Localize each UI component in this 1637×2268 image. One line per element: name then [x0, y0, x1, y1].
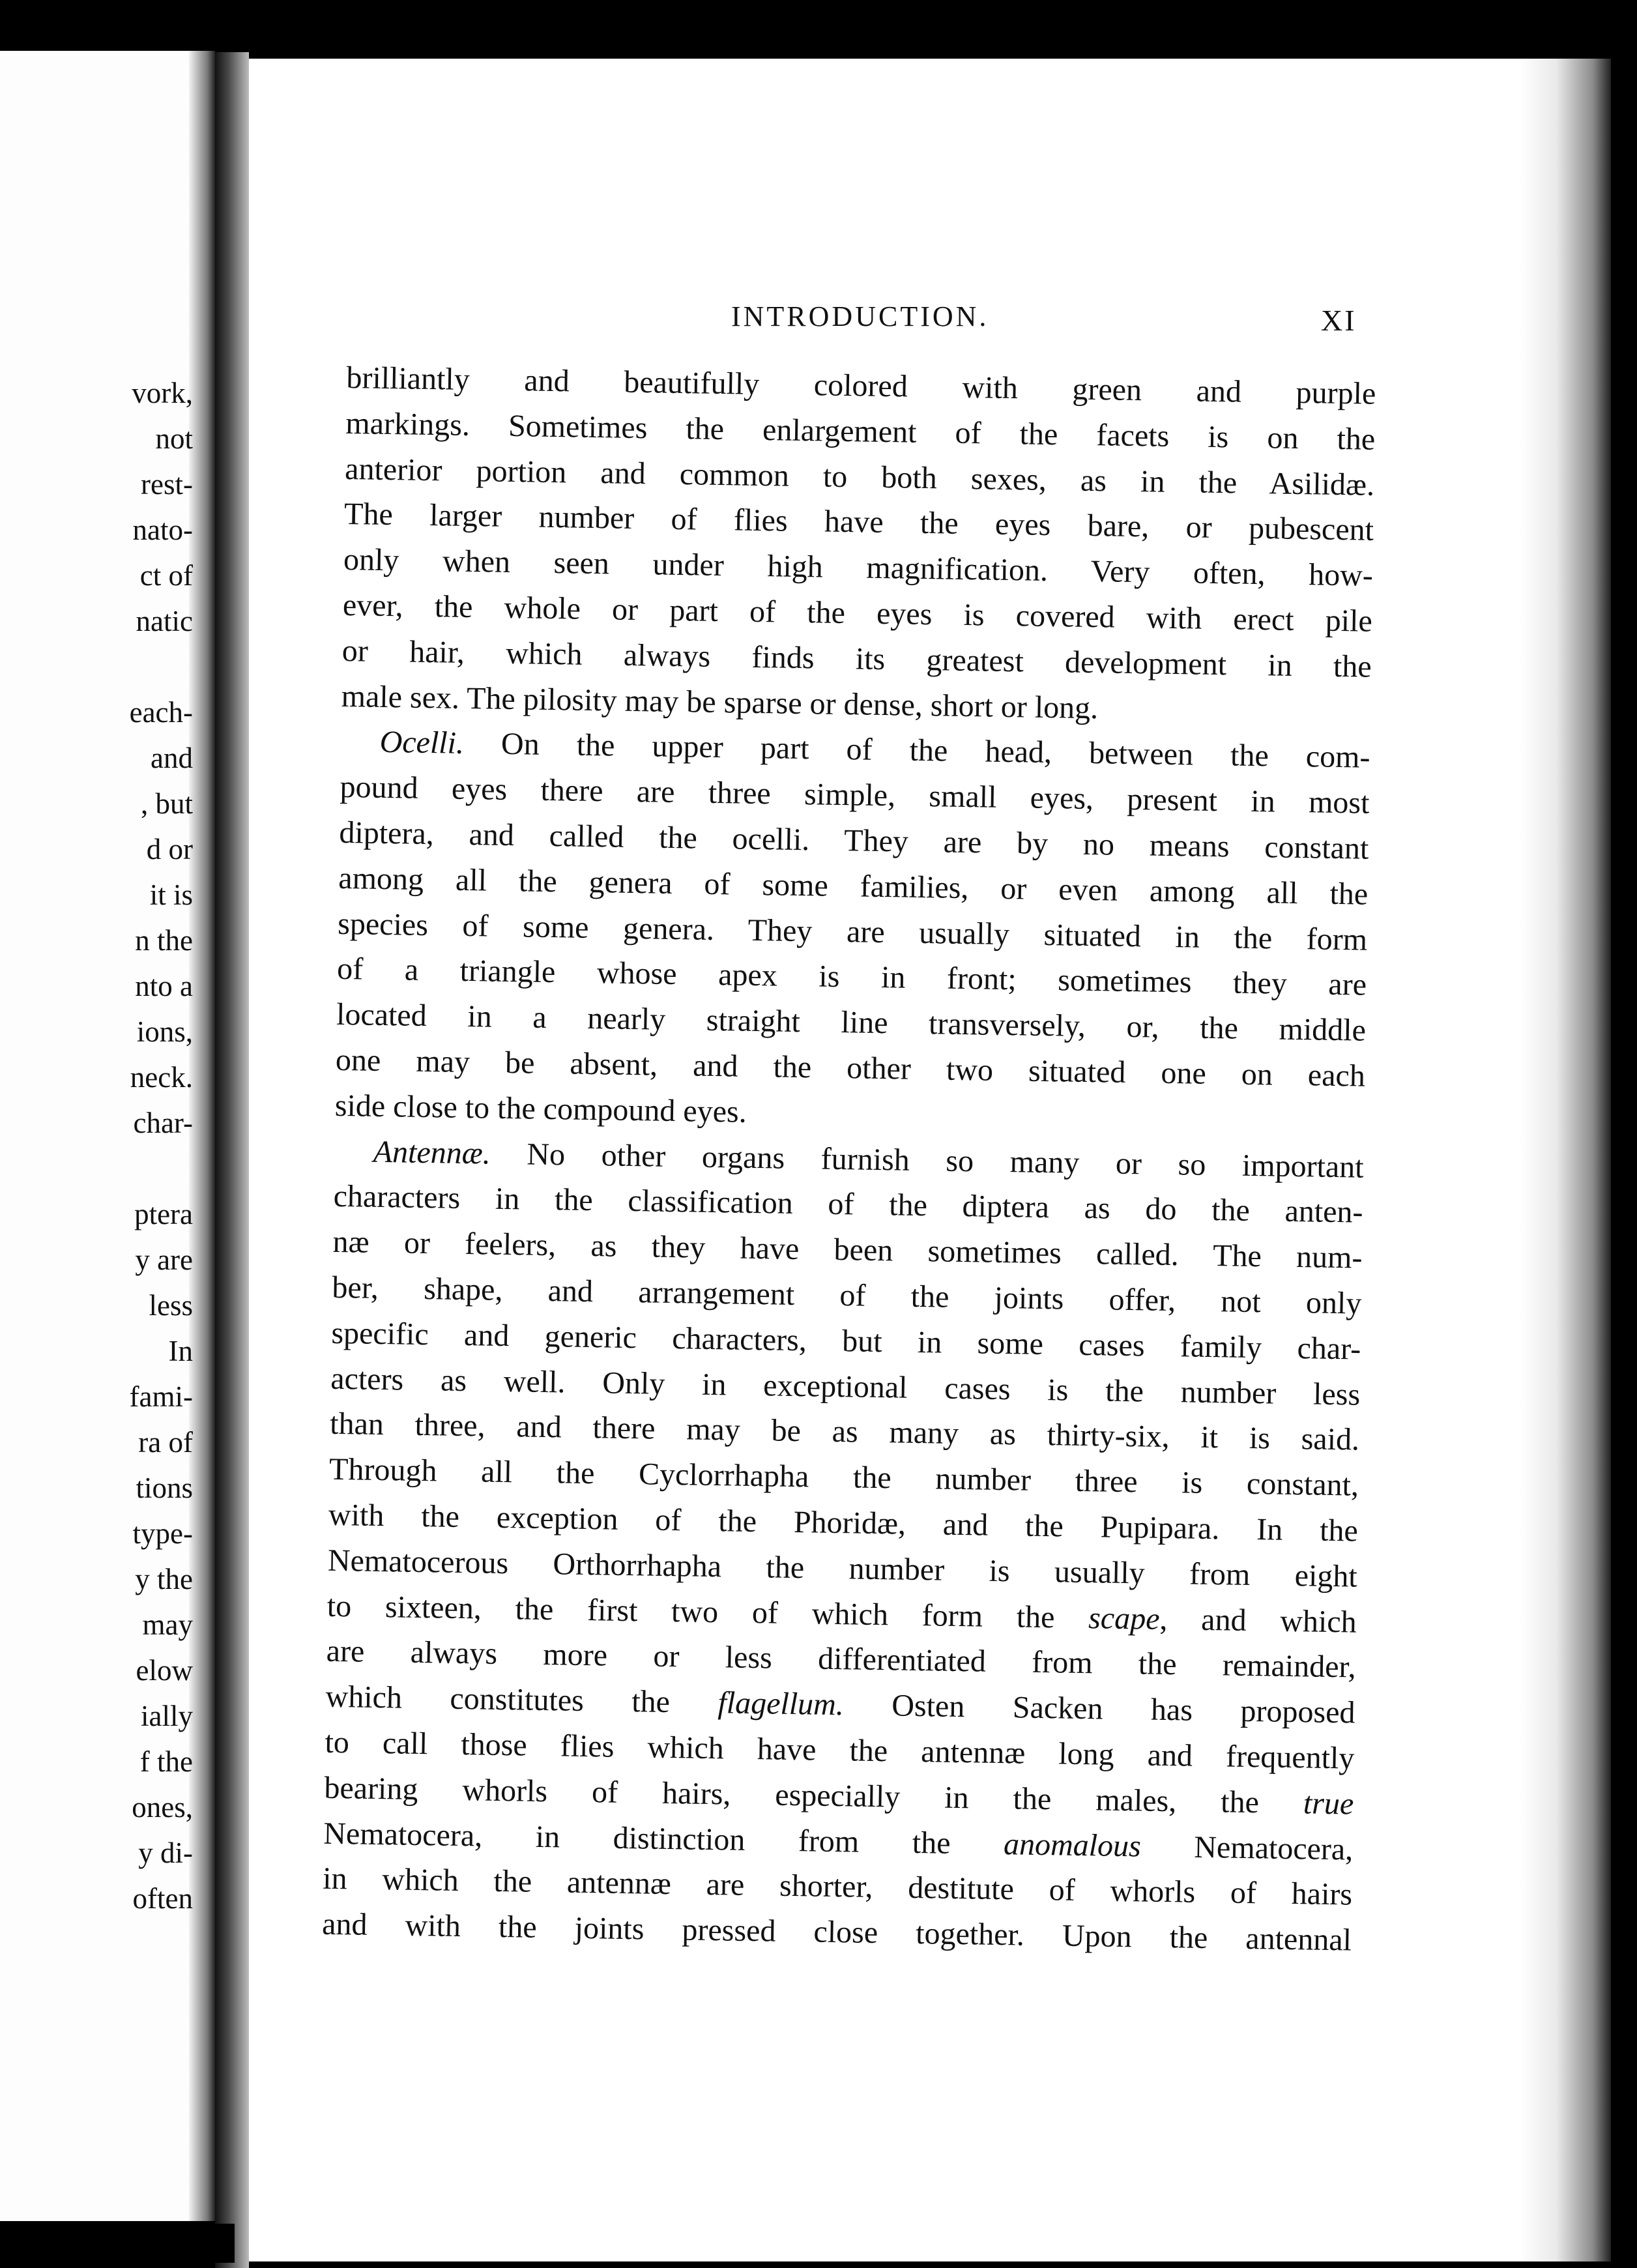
left-fragment [0, 644, 193, 690]
term-flagellum: flagellum. [717, 1685, 845, 1723]
text-line: to call those flies which have the antennæ long and frequently [325, 1724, 1355, 1776]
left-fragment: less [149, 1289, 193, 1322]
text-span: Nematocera, [1193, 1829, 1354, 1867]
text-line: Through all the Cyclorrhapha the number three is constant, [328, 1451, 1359, 1503]
text-span: No other organs furnish so many or so important [527, 1137, 1365, 1185]
text-span: to sixteen, the first two of which form the [326, 1588, 1055, 1635]
left-fragment: f the [139, 1745, 193, 1778]
left-fragment: n the [135, 924, 193, 957]
text-line: one may be absent, and the other two situated one on each [335, 1042, 1366, 1094]
text-span: , and which [1159, 1601, 1357, 1640]
text-line: markings. Sometimes the enlargement of the facets is on the [345, 405, 1376, 457]
text-span: bearing whorls of hairs, especially in the males, the [324, 1770, 1260, 1820]
scan-bottom-strip [0, 2224, 235, 2263]
body-text [322, 355, 1376, 1963]
text-line: brilliantly and beautifully colored with green and purple [346, 360, 1376, 411]
left-fragment: often [132, 1882, 193, 1915]
left-fragment: y di- [138, 1837, 193, 1869]
text-line: specific and generic characters, but in some cases family char- [331, 1315, 1361, 1367]
left-fragment: ions, [136, 1015, 193, 1048]
text-span: Nematocera, in distinction from the [323, 1816, 951, 1861]
term-anomalous: anomalous [1003, 1826, 1142, 1863]
book-gutter [215, 52, 249, 2268]
text-line: ber, shape, and arrangement of the joints offer, not only [332, 1270, 1362, 1321]
left-fragment: elow [136, 1654, 193, 1687]
left-fragment: vork, [132, 377, 193, 409]
running-head: INTRODUCTION. [731, 300, 989, 332]
left-fragment: ct of [139, 559, 193, 592]
text-line: species of some genera. They are usually situated in the form [337, 906, 1368, 957]
left-fragment: may [142, 1608, 193, 1641]
left-fragment: ially [141, 1700, 193, 1732]
left-fragment: , but [140, 787, 193, 820]
text-line: side close to the compound eyes. [334, 1088, 747, 1129]
left-fragment: not [155, 422, 193, 455]
text-line: located in a nearly straight line transversely, or, the middle [336, 997, 1367, 1048]
term-true: true [1303, 1786, 1354, 1822]
section-heading-ocelli: Ocelli. [379, 725, 465, 761]
text-line: only when seen under high magnification. Very often, how- [343, 542, 1374, 593]
text-line: pound eyes there are three simple, small eyes, present in most [340, 770, 1370, 821]
text-line: næ or feelers, as they have been sometimes called. The num- [332, 1224, 1363, 1275]
left-fragment: neck. [130, 1061, 193, 1094]
left-fragment: type- [132, 1517, 193, 1550]
left-fragment: and [151, 742, 193, 774]
text-line: male sex. The pilosity may be sparse or dense, short or long. [341, 678, 1099, 725]
left-fragment: nato- [132, 514, 193, 546]
left-fragment: ones, [132, 1791, 193, 1824]
left-fragment: nto a [135, 970, 193, 1002]
left-fragment: natic [136, 605, 193, 637]
text-span: which constitutes the [325, 1679, 671, 1720]
text-line: in which the antennæ are shorter, destitute of whorls of hairs [322, 1861, 1353, 1912]
left-fragment: rest- [141, 468, 193, 501]
text-span: On the upper part of the head, between the com- [500, 727, 1370, 776]
left-fragment: tions [136, 1472, 193, 1504]
text-line: anterior portion and common to both sexes, as in the Asilidæ. [344, 451, 1375, 502]
left-page-edge-shadow [189, 51, 215, 2221]
text-line: among all the genera of some families, or even among all the [338, 860, 1369, 912]
text-line: diptera, and called the ocelli. They are by no means constant [339, 815, 1369, 866]
text-line: ever, the whole or part of the eyes is covered with erect pile [342, 587, 1373, 639]
left-fragment: ptera [134, 1198, 193, 1230]
right-page-edge-shadow [1520, 59, 1611, 2261]
text-line: Nematocerous Orthorrhapha the number is usually from eight [327, 1543, 1358, 1594]
left-fragment: it is [149, 879, 193, 911]
term-scape: scape [1088, 1600, 1160, 1636]
text-line: than three, and there may be as many as thirty-six, it is said. [329, 1406, 1360, 1457]
left-fragment: ra of [138, 1426, 193, 1459]
section-heading-antennae: Antennæ. [373, 1134, 491, 1171]
left-fragment [0, 1146, 193, 1191]
text-line: and with the joints pressed close together. Upon the antennal [321, 1906, 1352, 1958]
left-fragment: each- [129, 696, 193, 729]
left-page-text [0, 370, 193, 1921]
page-number: XI [1321, 304, 1357, 337]
text-line: are always more or less differentiated from the remainder, [326, 1634, 1356, 1685]
left-fragment: d or [146, 833, 193, 865]
text-line: The larger number of flies have the eyes bare, or pubescent [343, 497, 1374, 548]
text-line: characters in the classification of the diptera as do the anten- [333, 1179, 1363, 1230]
left-fragment: y are [135, 1243, 193, 1276]
left-fragment: In [168, 1335, 193, 1367]
text-span: Osten Sacken has proposed [891, 1688, 1355, 1730]
left-page [0, 51, 215, 2221]
text-line: of a triangle whose apex is in front; sometimes they are [336, 952, 1367, 1003]
text-line: or hair, which always finds its greatest development in the [341, 633, 1372, 684]
left-fragment: fami- [129, 1380, 193, 1413]
text-line: acters as well. Only in exceptional cases is the number less [330, 1361, 1361, 1412]
text-line: with the exception of the Phoridæ, and the Pupipara. In the [328, 1497, 1359, 1548]
left-fragment: char- [133, 1107, 193, 1139]
right-page [249, 59, 1611, 2261]
left-fragment: y the [135, 1563, 193, 1595]
